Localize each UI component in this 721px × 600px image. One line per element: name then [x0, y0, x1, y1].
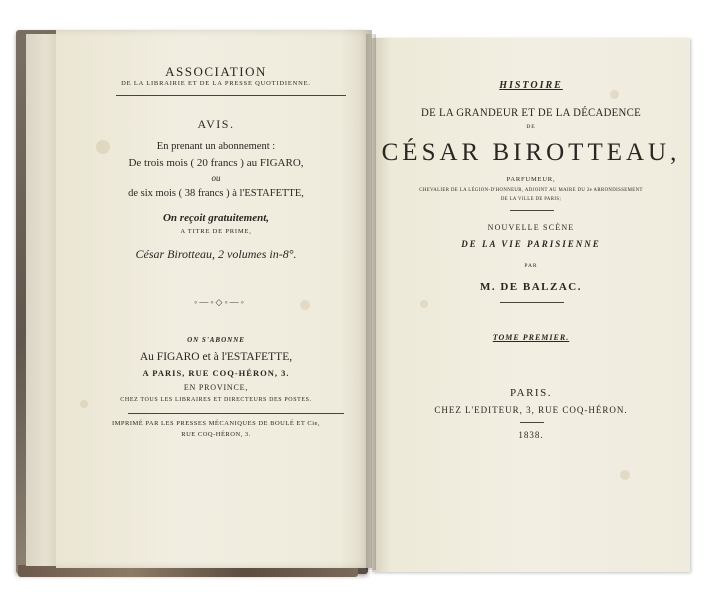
title-grandeur: DE LA GRANDEUR ET DE LA DÉCADENCE — [421, 105, 641, 119]
notice-premium: A TITRE DE PRIME, — [180, 228, 252, 235]
imprint-city: PARIS. — [510, 387, 552, 399]
title-de: DE — [526, 124, 536, 130]
foxing-spot — [610, 90, 619, 99]
volume-label: TOME PREMIER. — [492, 333, 570, 342]
subscribe-booksellers: CHEZ TOUS LES LIBRAIRES ET DIRECTEURS DES POSTES. — [120, 397, 312, 403]
printer-line: IMPRIMÉ PAR LES PRESSES MÉCANIQUES DE BOULÉ ET Cie, — [111, 420, 321, 427]
association-heading: ASSOCIATION — [165, 64, 267, 79]
subscribe-address: A PARIS, RUE COQ-HÉRON, 3. — [142, 368, 290, 378]
divider-rule — [520, 422, 544, 423]
imprint-publisher: CHEZ L'EDITEUR, 3, RUE COQ-HÉRON. — [434, 405, 628, 415]
subtitle-chevalier: CHEVALIER DE LA LÉGION-D'HONNEUR, ADJOINT AU MAIRE DU 2e ARRONDISSEMENT — [419, 188, 643, 193]
title-histoire: HISTOIRE — [499, 80, 563, 91]
notice-or: ou — [211, 173, 221, 183]
notice-free-offer: On reçoit gratuitement, — [162, 212, 270, 224]
divider-rule — [510, 210, 554, 211]
series-nouvelle-scene: NOUVELLE SCÈNE — [487, 223, 575, 232]
foxing-spot — [420, 300, 428, 308]
association-subheading: DE LA LIBRAIRIE ET DE LA PRESSE QUOTIDIENNE. — [121, 80, 311, 87]
avis-heading: AVIS. — [197, 117, 235, 131]
ornament-divider: ◦—◦◇◦—◦ — [194, 297, 246, 307]
title-cesar-birotteau: CÉSAR BIROTTEAU, — [381, 139, 681, 166]
imprint-year: 1838. — [518, 430, 544, 440]
author-par: PAR — [524, 263, 538, 269]
notice-line: de six mois ( 38 francs ) à l'ESTAFETTE, — [128, 188, 304, 199]
subtitle-ville: DE LA VILLE DE PARIS; — [500, 197, 562, 202]
subscribe-province: EN PROVINCE, — [183, 383, 249, 392]
divider-rule — [116, 95, 346, 96]
foxing-spot — [620, 470, 630, 480]
subscribe-publications: Au FIGARO et à l'ESTAFETTE, — [139, 351, 293, 363]
notice-volumes: César Birotteau, 2 volumes in-8°. — [135, 247, 297, 261]
subscribe-heading: ON S'ABONNE — [187, 336, 245, 344]
subtitle-parfumeur: PARFUMEUR, — [506, 176, 556, 183]
printer-address: RUE COQ-HÉRON, 3. — [181, 431, 251, 438]
book-gutter — [366, 34, 376, 570]
divider-rule — [128, 413, 344, 414]
divider-rule — [500, 302, 564, 303]
notice-line: De trois mois ( 20 francs ) au FIGARO, — [128, 157, 304, 169]
foxing-spot — [300, 300, 310, 310]
series-vie-parisienne: DE LA VIE PARISIENNE — [461, 239, 601, 249]
author-name: M. DE BALZAC. — [479, 281, 582, 293]
notice-line: En prenant un abonnement : — [156, 141, 276, 152]
